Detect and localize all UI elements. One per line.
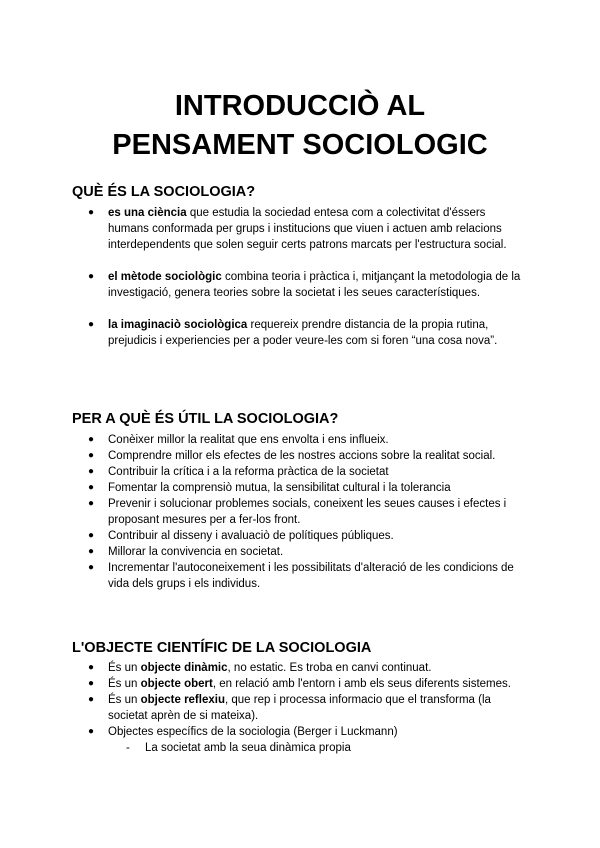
list-item — [0, 448, 523, 464]
bullet-icon: ● — [88, 678, 95, 689]
item-prefix: És un — [108, 678, 141, 690]
item-suffix: , en relació amb l'entorn i amb els seus diferents sistemes. — [212, 678, 511, 690]
bullet-icon: ● — [88, 319, 95, 330]
list-item — [0, 317, 523, 349]
item-prefix: És un — [108, 662, 141, 674]
section-heading-per-a-que: PER A QUÈ ÉS ÚTIL LA SOCIOLOGIA? — [72, 411, 339, 427]
list-item — [0, 464, 523, 480]
bullet-icon: ● — [88, 530, 95, 541]
list-item — [0, 432, 523, 448]
list-item — [0, 496, 523, 528]
dash-icon: - — [126, 742, 130, 754]
list-item — [0, 544, 523, 560]
item-term: objecte dinàmic — [140, 662, 228, 674]
definition-text: requereix prendre distancia de la propia rutina, prejudicis i experiencies per a poder veure-les com si foren “una cosa nova”. — [108, 319, 498, 347]
list-item — [0, 724, 523, 740]
bullet-icon: ● — [88, 271, 95, 282]
bullet-icon: ● — [88, 434, 95, 445]
item-term: objecte reflexiu — [140, 694, 225, 706]
page-title-line-1: INTRODUCCIÒ AL — [174, 90, 426, 122]
term: es una ciència — [108, 207, 187, 219]
term: la imaginaciò sociològica — [108, 319, 248, 331]
list-item-text: Contribuir la crítica i a la reforma pràctica de la societat — [108, 466, 389, 478]
bullet-icon: ● — [88, 466, 95, 477]
list-item-text: Millorar la convivencia en societat. — [108, 546, 284, 558]
bullet-icon: ● — [88, 694, 95, 705]
list-item — [0, 660, 523, 676]
definitions-list — [0, 205, 523, 365]
bullet-icon: ● — [88, 726, 95, 737]
bullet-icon: ● — [88, 207, 95, 218]
list-item-text: Conèixer millor la realitat que ens envolta i ens influeix. — [108, 434, 389, 446]
object-characteristics-list — [0, 660, 560, 756]
bullet-icon: ● — [88, 482, 95, 493]
list-item-text: Prevenir i solucionar problemes socials, coneixent les seues causes i efectes i proposant mesures per a fer-los front. — [108, 498, 507, 526]
list-item-text: Fomentar la comprensiò mutua, la sensibilitat cultural i la tolerancia — [108, 482, 451, 494]
sub-list-item — [0, 740, 560, 756]
bullet-icon: ● — [88, 498, 95, 509]
sub-list-item-text: La societat amb la seua dinàmica propia — [145, 742, 351, 754]
list-item — [0, 480, 523, 496]
term: el mètode sociològic — [108, 271, 222, 283]
section-heading-objecte: L'OBJECTE CIENTÍFIC DE LA SOCIOLOGIA — [72, 640, 372, 656]
list-item-text: Incrementar l'autoconeixement i les possibilitats d'alteració de les condicions de vida dels grups i els individus. — [108, 562, 514, 590]
list-item-text: Comprendre millor els efectes de les nostres accions sobre la realitat social. — [108, 450, 496, 462]
item-suffix: , no estatic. Es troba en canvi continuat. — [227, 662, 432, 674]
section-heading-que-es: QUÈ ÉS LA SOCIOLOGIA? — [72, 184, 256, 200]
list-item — [0, 560, 523, 592]
item-prefix: Objectes específics de la sociologia (Berger i Luckmann) — [108, 726, 398, 738]
item-suffix: , que rep i processa informacio que el transforma (la societat aprèn de si mateixa). — [108, 694, 491, 722]
item-term: objecte obert — [140, 678, 213, 690]
list-item — [0, 692, 523, 724]
list-item — [0, 205, 523, 253]
list-item — [0, 676, 523, 692]
list-item — [0, 528, 523, 544]
definition-text: que estudia la sociedad entesa com a colectivitat d'éssers humans conformada per grups i institucions que viuen i actuen amb relacions interdependents que solen seguir certs patrons marcats per l'estructura social. — [108, 207, 507, 251]
list-item-text: Contribuir al disseny i avaluaciò de polítiques públiques. — [108, 530, 394, 542]
bullet-icon: ● — [88, 450, 95, 461]
bullet-icon: ● — [88, 562, 95, 573]
page-title-line-2: PENSAMENT SOCIOLOGIC — [112, 129, 488, 161]
usefulness-list — [0, 432, 523, 592]
item-prefix: És un — [108, 694, 141, 706]
bullet-icon: ● — [88, 546, 95, 557]
list-item — [0, 269, 523, 301]
bullet-icon: ● — [88, 662, 95, 673]
definition-text: combina teoria i pràctica i, mitjançant la metodologia de la investigació, genera teories sobre la societat i les seues característiques. — [108, 271, 521, 299]
